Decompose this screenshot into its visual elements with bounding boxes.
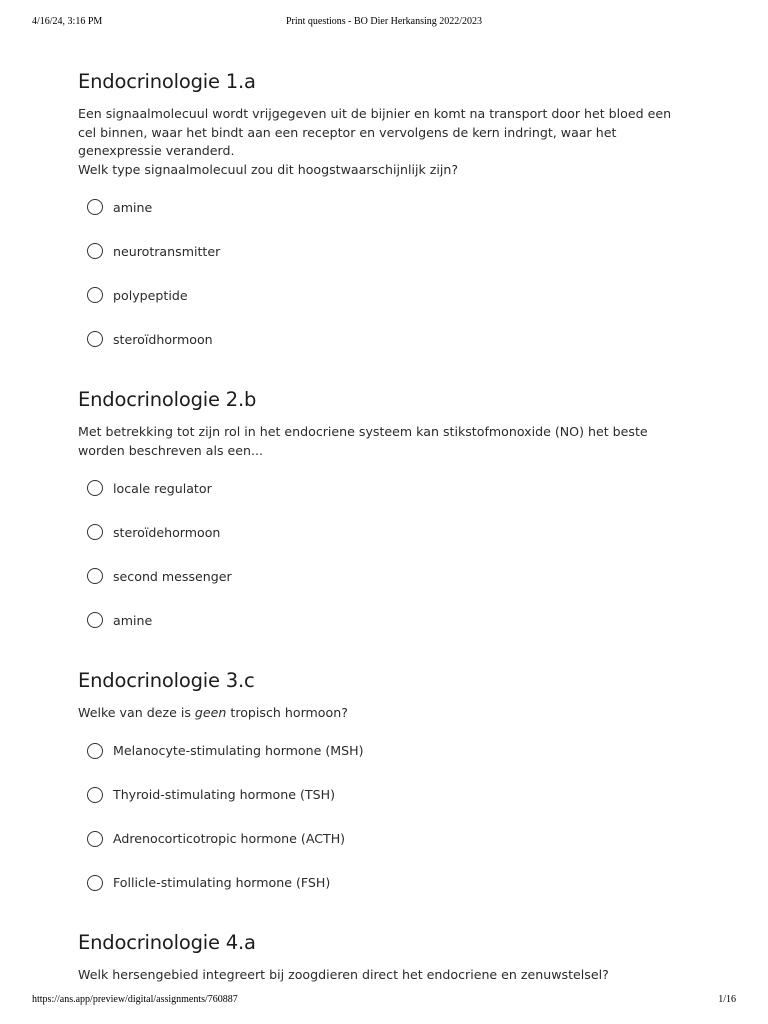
question-2 bbox=[78, 386, 678, 642]
radio-button[interactable] bbox=[87, 480, 103, 496]
option-fsh[interactable] bbox=[87, 861, 678, 905]
radio-button[interactable] bbox=[87, 287, 103, 303]
page-number: 1/16 bbox=[718, 994, 736, 1005]
option-label: amine bbox=[113, 612, 153, 628]
question-text: Een signaalmolecuul wordt vrijgegeven uit de bijnier en komt na transport door het bloed een cel binnen, waar het bindt aan een receptor en vervolgens de kern indringt, waar het genexpressie veranderd. bbox=[78, 106, 672, 158]
print-header bbox=[32, 16, 736, 30]
option-label: steroïdehormoon bbox=[113, 524, 221, 540]
option-label: Follicle-stimulating hormone (FSH) bbox=[113, 875, 331, 890]
question-text-emphasis: geen bbox=[194, 705, 227, 720]
radio-button[interactable] bbox=[87, 331, 103, 347]
option-locale-regulator[interactable] bbox=[87, 466, 678, 510]
option-label: Melanocyte-stimulating hormone (MSH) bbox=[113, 743, 364, 758]
print-url: https://ans.app/preview/digital/assignments/760887 bbox=[32, 994, 238, 1005]
question-text-before: Welke van deze is bbox=[78, 705, 195, 720]
question-3 bbox=[78, 667, 678, 905]
option-neurotransmitter[interactable] bbox=[87, 229, 678, 273]
radio-button[interactable] bbox=[87, 831, 103, 847]
option-steroidhormoon[interactable] bbox=[87, 317, 678, 361]
radio-button[interactable] bbox=[87, 875, 103, 891]
question-title: Endocrinologie 2.b bbox=[78, 388, 257, 411]
question-title: Endocrinologie 1.a bbox=[78, 70, 256, 93]
question-text-after: tropisch hormoon? bbox=[226, 705, 348, 720]
options-list bbox=[78, 185, 678, 361]
option-label: Adrenocorticotropic hormone (ACTH) bbox=[113, 831, 346, 846]
print-title: Print questions - BO Dier Herkansing 2022/2023 bbox=[285, 16, 483, 27]
question-title: Endocrinologie 3.c bbox=[78, 669, 255, 692]
radio-button[interactable] bbox=[87, 612, 103, 628]
option-label: Thyroid-stimulating hormone (TSH) bbox=[113, 787, 335, 802]
option-label: amine bbox=[113, 199, 153, 215]
options-list bbox=[78, 729, 678, 905]
radio-button[interactable] bbox=[87, 568, 103, 584]
option-label: polypeptide bbox=[113, 287, 188, 303]
option-polypeptide[interactable] bbox=[87, 273, 678, 317]
question-title: Endocrinologie 4.a bbox=[78, 931, 256, 954]
option-second-messenger[interactable] bbox=[87, 554, 678, 598]
print-datetime: 4/16/24, 3:16 PM bbox=[32, 16, 103, 27]
question-text: Welk hersengebied integreert bij zoogdieren direct het endocriene en zenuwstelsel? bbox=[78, 967, 609, 982]
question-text bbox=[78, 704, 678, 723]
radio-button[interactable] bbox=[87, 743, 103, 759]
option-amine[interactable] bbox=[87, 185, 678, 229]
question-4 bbox=[78, 929, 678, 985]
option-label: steroïdhormoon bbox=[113, 331, 213, 347]
option-amine[interactable] bbox=[87, 598, 678, 642]
radio-button[interactable] bbox=[87, 243, 103, 259]
options-list bbox=[78, 466, 678, 642]
radio-button[interactable] bbox=[87, 787, 103, 803]
radio-button[interactable] bbox=[87, 524, 103, 540]
question-text: Met betrekking tot zijn rol in het endocriene systeem kan stikstofmonoxide (NO) het beste worden beschreven als een... bbox=[78, 424, 648, 458]
option-label: second messenger bbox=[113, 568, 232, 584]
option-steroidehormoon[interactable] bbox=[87, 510, 678, 554]
option-tsh[interactable] bbox=[87, 773, 678, 817]
question-text: Welk type signaalmolecuul zou dit hoogstwaarschijnlijk zijn? bbox=[78, 161, 459, 177]
question-1 bbox=[78, 68, 678, 361]
radio-button[interactable] bbox=[87, 199, 103, 215]
print-footer bbox=[32, 994, 736, 1008]
option-msh[interactable] bbox=[87, 729, 678, 773]
option-label: neurotransmitter bbox=[113, 243, 221, 259]
option-label: locale regulator bbox=[113, 480, 212, 496]
option-acth[interactable] bbox=[87, 817, 678, 861]
